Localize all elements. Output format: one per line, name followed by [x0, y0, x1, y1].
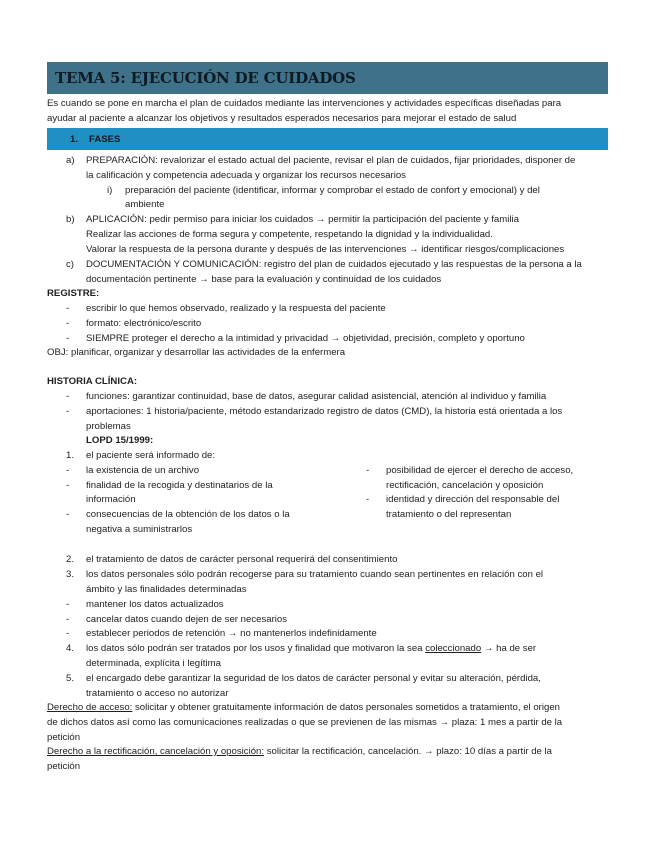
fase-aplicacion-line2: Realizar las acciones de forma segura y competente, respetando la dignidad y la individualidad. — [86, 229, 493, 240]
informado-item: consecuencias de la obtención de los datos o la — [86, 509, 290, 520]
bullet-dash: - — [66, 480, 70, 491]
lopd-item-2: el tratamiento de datos de carácter personal requerirá del consentimiento — [86, 554, 398, 565]
fases-heading: FASES — [89, 134, 121, 145]
lopd-item-3-cont: ámbito y las finalidades determinadas — [86, 584, 247, 595]
lopd-item-1: el paciente será informado de: — [86, 450, 216, 461]
derecho-rectificacion-text: solicitar la rectificación, cancelación. → plazo: 10 días a partir de la — [264, 746, 552, 757]
fase-documentacion: DOCUMENTACIÓN Y COMUNICACIÓN: registro del plan de cuidados ejecutado y las respuestas de la persona a la — [86, 259, 582, 270]
registre-bullet: formato: electrónico/escrito — [86, 318, 202, 329]
lopd-item-4-text: los datos sólo podrán ser tratados por los usos y finalidad que motivaron la sea — [86, 643, 426, 654]
informado-item: identidad y dirección del responsable del — [386, 494, 560, 505]
lopd-item-3: los datos personales sólo podrán recogerse para su tratamiento cuando sean pertinentes en relación con el — [86, 569, 544, 580]
lopd-item-5: el encargado debe garantizar la seguridad de los datos de carácter personal y evitar su alteración, pérdida, — [86, 673, 541, 684]
derecho-acceso — [47, 700, 560, 715]
informado-item: finalidad de la recogida y destinatarios de la — [86, 480, 273, 491]
bullet-dash: - — [66, 599, 70, 610]
list-marker: i) — [107, 185, 113, 196]
informado-item-cont: negativa a suministrarlos — [86, 524, 193, 535]
bullet-dash: - — [366, 494, 370, 505]
historia-aportaciones-cont: problemas — [86, 421, 131, 432]
list-marker: b) — [66, 214, 75, 225]
fase-aplicacion-line3: Valorar la respuesta de la persona durante y después de las intervenciones → identificar riesgos/complicaciones — [86, 244, 565, 255]
fase-preparacion: PREPARACIÓN: revalorizar el estado actual del paciente, revisar el plan de cuidados, fijar prioridades, disponer de — [86, 155, 576, 166]
fase-preparacion-sub: preparación del paciente (identificar, informar y comprobar el estado de confort y emocional) y del — [125, 185, 540, 196]
registre-bullet: SIEMPRE proteger el derecho a la intimidad y privacidad → objetividad, precisión, completo y oportuno — [86, 333, 525, 344]
derecho-rectificacion — [47, 744, 552, 759]
bullet-dash: - — [366, 465, 370, 476]
bullet-dash: - — [66, 303, 70, 314]
title-banner — [47, 62, 608, 94]
informado-item-cont: rectificación, cancelación y oposición — [386, 480, 544, 491]
bullet-dash: - — [66, 406, 70, 417]
registre-heading: REGISTRE: — [47, 288, 100, 299]
list-marker: c) — [66, 259, 74, 270]
lopd-sub-item: establecer periodos de retención → no mantenerlos indefinidamente — [86, 628, 377, 639]
registre-obj: OBJ: planificar, organizar y desarrollar las actividades de la enfermera — [47, 347, 346, 358]
bullet-dash: - — [66, 628, 70, 639]
list-marker: a) — [66, 155, 75, 166]
bullet-dash: - — [66, 465, 70, 476]
historia-heading: HISTORIA CLÍNICA: — [47, 376, 138, 387]
derecho-acceso-label: Derecho de acceso: — [47, 702, 133, 713]
informado-item-cont: tratamiento o del representan — [386, 509, 512, 520]
historia-aportaciones: aportaciones: 1 historia/paciente, método estandarizado registro de datos (CMD), la historia está orientada a los — [86, 406, 563, 417]
informado-item: la existencia de un archivo — [86, 465, 200, 476]
list-marker: 1. — [66, 450, 75, 461]
lopd-item-4 — [86, 641, 536, 656]
fase-aplicacion: APLICACIÓN: pedir permiso para iniciar los cuidados → permitir la participación del paciente y familia — [86, 214, 519, 225]
list-marker: 4. — [66, 643, 75, 654]
derecho-acceso-line2: de dichos datos así como las comunicaciones realizadas o que se previenen de las mismas → plaza: 1 mes a partir de la — [47, 717, 563, 728]
fases-number: 1. — [70, 134, 79, 145]
list-marker: 5. — [66, 673, 75, 684]
lopd-item-5-cont: tratamiento o acceso no autorizar — [86, 688, 229, 699]
fase-preparacion-cont: la calificación y competencia adecuada y organizar los recursos necesarios — [86, 170, 406, 181]
informado-item-cont: información — [86, 494, 136, 505]
fases-banner — [47, 128, 608, 150]
historia-funciones: funciones: garantizar continuidad, base de datos, asegurar calidad asistencial, atención al individuo y familia — [86, 391, 547, 402]
bullet-dash: - — [66, 318, 70, 329]
bullet-dash: - — [66, 391, 70, 402]
lopd-item-4-tail: → ha de ser — [481, 643, 537, 654]
lopd-item-4-cont: determinada, explícita i legítima — [86, 658, 221, 669]
registre-bullet: escribir lo que hemos observado, realizado y la respuesta del paciente — [86, 303, 386, 314]
bullet-dash: - — [66, 333, 70, 344]
intro-line-1: Es cuando se pone en marcha el plan de cuidados mediante las intervenciones y actividades específicas diseñadas para — [47, 98, 562, 109]
lopd-sub-item: mantener los datos actualizados — [86, 599, 224, 610]
lopd-item-4-underlined: coleccionado — [425, 643, 482, 654]
list-marker: 3. — [66, 569, 75, 580]
lopd-sub-item: cancelar datos cuando dejen de ser necesarios — [86, 614, 288, 625]
list-marker: 2. — [66, 554, 75, 565]
intro-line-2: ayudar al paciente a alcanzar los objetivos y resultados esperados necesarios para mejorar el estado de salud — [47, 113, 517, 124]
bullet-dash: - — [66, 509, 70, 520]
page-title: TEMA 5: EJECUCIÓN DE CUIDADOS — [55, 69, 356, 87]
informado-item: posibilidad de ejercer el derecho de acceso, — [386, 465, 574, 476]
derecho-acceso-line3: petición — [47, 732, 81, 743]
lopd-heading: LOPD 15/1999: — [86, 435, 154, 446]
derecho-acceso-text: solicitar y obtener gratuitamente información de datos personales sometidos a tratamiento, el origen — [132, 702, 561, 713]
derecho-rectificacion-line2: petición — [47, 761, 81, 772]
bullet-dash: - — [66, 614, 70, 625]
derecho-rectificacion-label: Derecho a la rectificación, cancelación y oposición: — [47, 746, 265, 757]
fase-preparacion-sub-cont: ambiente — [125, 199, 165, 210]
fase-documentacion-cont: documentación pertinente → base para la evaluación y continuidad de los cuidados — [86, 274, 442, 285]
